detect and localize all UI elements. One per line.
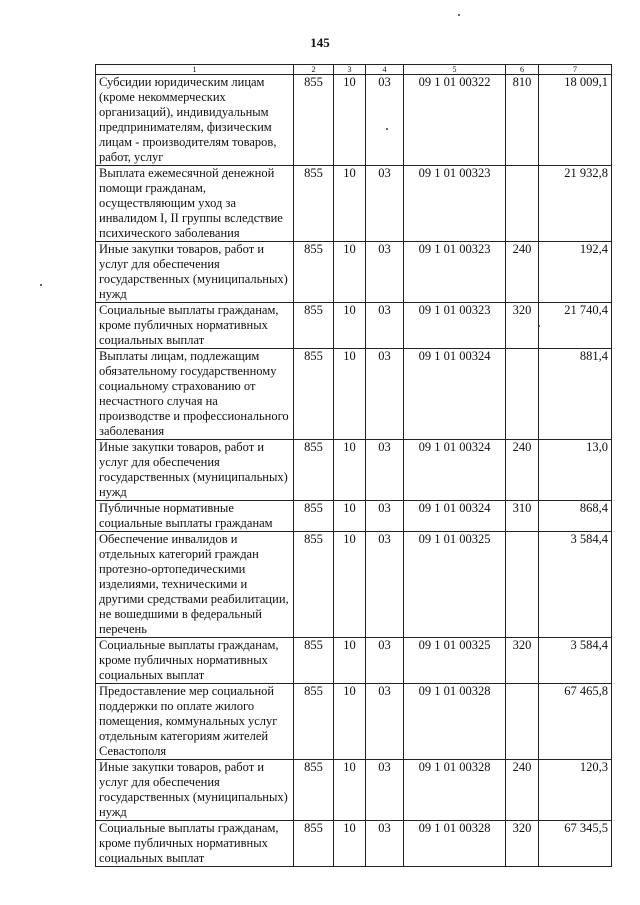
row-admin-code: 855: [294, 638, 334, 684]
row-section: 10: [334, 75, 366, 166]
row-section: 10: [334, 166, 366, 242]
row-name: Социальные выплаты гражданам, кроме публичных нормативных социальных выплат: [96, 821, 294, 867]
row-section: 10: [334, 821, 366, 867]
scan-speck: [40, 284, 42, 286]
row-target-article: 09 1 01 00323: [404, 303, 506, 349]
table-header-row: [96, 65, 612, 75]
row-subsection: 03: [366, 166, 404, 242]
row-expense-type: 320: [506, 821, 539, 867]
row-admin-code: 855: [294, 166, 334, 242]
row-target-article: 09 1 01 00328: [404, 760, 506, 821]
table-body: [96, 75, 612, 867]
table-row: [96, 440, 612, 501]
row-subsection: 03: [366, 684, 404, 760]
row-expense-type: 810: [506, 75, 539, 166]
row-amount: 13,0: [539, 440, 612, 501]
row-subsection: 03: [366, 638, 404, 684]
row-subsection: 03: [366, 75, 404, 166]
row-name: Публичные нормативные социальные выплаты гражданам: [96, 501, 294, 532]
table-row: [96, 242, 612, 303]
row-admin-code: 855: [294, 349, 334, 440]
row-admin-code: 855: [294, 760, 334, 821]
row-expense-type: 240: [506, 440, 539, 501]
row-amount: 21 932,8: [539, 166, 612, 242]
row-section: 10: [334, 638, 366, 684]
row-expense-type: [506, 684, 539, 760]
table-row: [96, 303, 612, 349]
row-target-article: 09 1 01 00324: [404, 440, 506, 501]
table-row: [96, 821, 612, 867]
row-target-article: 09 1 01 00323: [404, 166, 506, 242]
row-section: 10: [334, 760, 366, 821]
row-name: Иные закупки товаров, работ и услуг для обеспечения государственных (муниципальных) нужд: [96, 242, 294, 303]
row-amount: 67 465,8: [539, 684, 612, 760]
row-name: Иные закупки товаров, работ и услуг для обеспечения государственных (муниципальных) нужд: [96, 440, 294, 501]
row-expense-type: [506, 532, 539, 638]
row-expense-type: 240: [506, 242, 539, 303]
row-amount: 120,3: [539, 760, 612, 821]
row-target-article: 09 1 01 00328: [404, 684, 506, 760]
scan-speck: [386, 128, 388, 130]
row-amount: 868,4: [539, 501, 612, 532]
row-section: 10: [334, 303, 366, 349]
column-header: 5: [404, 65, 506, 75]
row-target-article: 09 1 01 00324: [404, 349, 506, 440]
row-section: 10: [334, 684, 366, 760]
row-amount: 67 345,5: [539, 821, 612, 867]
row-amount: 192,4: [539, 242, 612, 303]
table-row: [96, 684, 612, 760]
row-target-article: 09 1 01 00322: [404, 75, 506, 166]
row-section: 10: [334, 242, 366, 303]
row-admin-code: 855: [294, 532, 334, 638]
row-name: Социальные выплаты гражданам, кроме публичных нормативных социальных выплат: [96, 638, 294, 684]
table-row: [96, 532, 612, 638]
page-number: 145: [310, 35, 330, 50]
row-name: Предоставление мер социальной поддержки по оплате жилого помещения, коммунальных услуг отдельным категориям жителей Севастополя: [96, 684, 294, 760]
row-amount: 881,4: [539, 349, 612, 440]
row-admin-code: 855: [294, 821, 334, 867]
row-subsection: 03: [366, 532, 404, 638]
row-subsection: 03: [366, 760, 404, 821]
row-subsection: 03: [366, 303, 404, 349]
row-amount: 3 584,4: [539, 638, 612, 684]
row-section: 10: [334, 440, 366, 501]
row-target-article: 09 1 01 00324: [404, 501, 506, 532]
table-row: [96, 638, 612, 684]
row-section: 10: [334, 501, 366, 532]
row-subsection: 03: [366, 821, 404, 867]
row-admin-code: 855: [294, 242, 334, 303]
scan-speck: [538, 325, 540, 327]
budget-table: [95, 64, 612, 867]
row-section: 10: [334, 532, 366, 638]
row-expense-type: 310: [506, 501, 539, 532]
row-section: 10: [334, 349, 366, 440]
row-name: Выплата ежемесячной денежной помощи гражданам, осуществляющим уход за инвалидом I, II группы вследствие психического заболевания: [96, 166, 294, 242]
column-header: 3: [334, 65, 366, 75]
table-row: [96, 75, 612, 166]
column-header: 4: [366, 65, 404, 75]
table-row: [96, 760, 612, 821]
row-expense-type: 320: [506, 638, 539, 684]
row-subsection: 03: [366, 242, 404, 303]
table-row: [96, 349, 612, 440]
row-name: Обеспечение инвалидов и отдельных категорий граждан протезно-ортопедическими изделиями, техническими и другими средствами реабилитации, не вошедшими в федеральный перечень: [96, 532, 294, 638]
row-amount: 21 740,4: [539, 303, 612, 349]
row-expense-type: [506, 349, 539, 440]
scan-speck: [458, 14, 460, 16]
row-amount: 18 009,1: [539, 75, 612, 166]
column-header: 7: [539, 65, 612, 75]
row-expense-type: [506, 166, 539, 242]
column-header: 6: [506, 65, 539, 75]
row-expense-type: 240: [506, 760, 539, 821]
row-admin-code: 855: [294, 501, 334, 532]
row-admin-code: 855: [294, 440, 334, 501]
table-row: [96, 166, 612, 242]
row-target-article: 09 1 01 00323: [404, 242, 506, 303]
row-name: Иные закупки товаров, работ и услуг для обеспечения государственных (муниципальных) нужд: [96, 760, 294, 821]
row-target-article: 09 1 01 00325: [404, 638, 506, 684]
row-admin-code: 855: [294, 75, 334, 166]
row-name: Выплаты лицам, подлежащим обязательному государственному социальному страхованию от несчастного случая на производстве и профессионального заболевания: [96, 349, 294, 440]
row-subsection: 03: [366, 501, 404, 532]
row-name: Социальные выплаты гражданам, кроме публичных нормативных социальных выплат: [96, 303, 294, 349]
row-admin-code: 855: [294, 303, 334, 349]
row-amount: 3 584,4: [539, 532, 612, 638]
row-expense-type: 320: [506, 303, 539, 349]
row-target-article: 09 1 01 00328: [404, 821, 506, 867]
row-name: Субсидии юридическим лицам (кроме некоммерческих организаций), индивидуальным предпринимателям, физическим лицам - производителям товаров, работ, услуг: [96, 75, 294, 166]
row-subsection: 03: [366, 440, 404, 501]
row-target-article: 09 1 01 00325: [404, 532, 506, 638]
row-subsection: 03: [366, 349, 404, 440]
column-header: 2: [294, 65, 334, 75]
column-header: 1: [96, 65, 294, 75]
table-row: [96, 501, 612, 532]
row-admin-code: 855: [294, 684, 334, 760]
